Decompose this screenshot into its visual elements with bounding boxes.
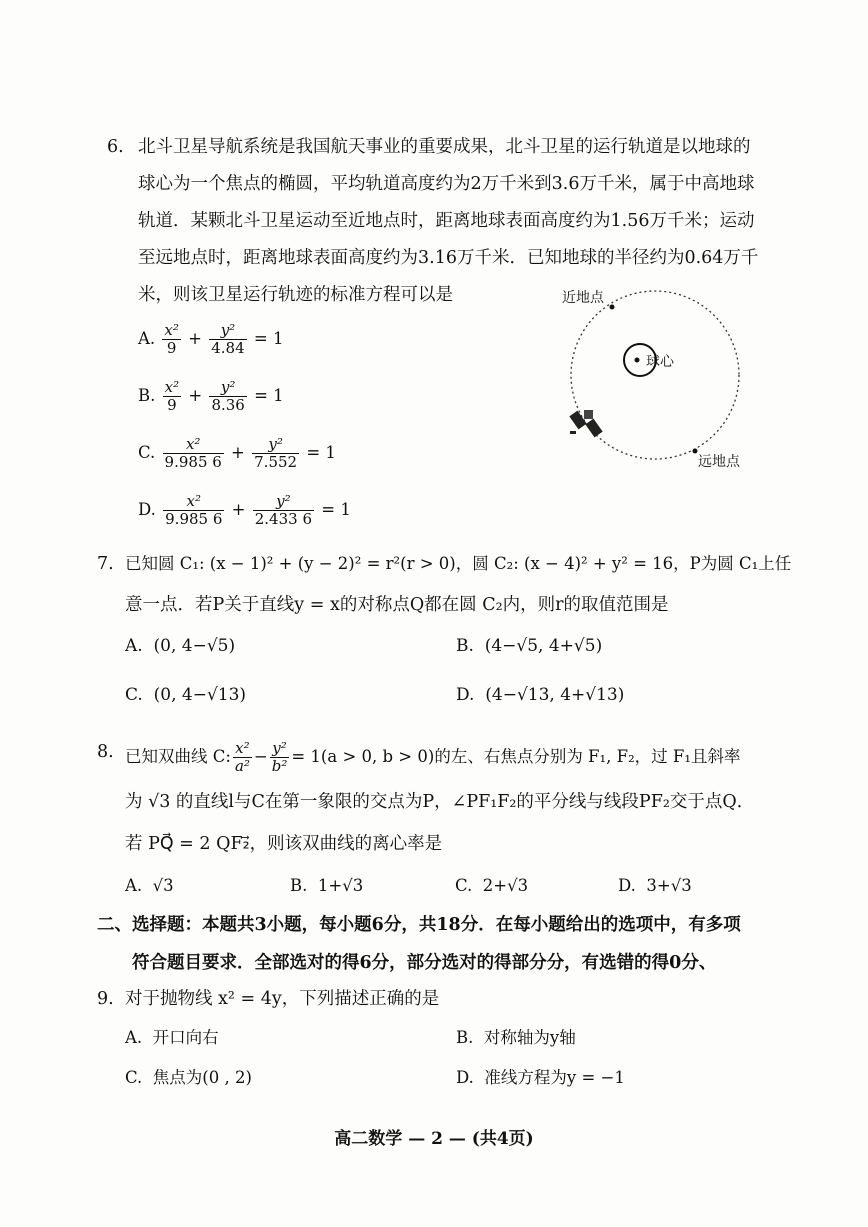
orbit-figure [540, 280, 770, 480]
option-label: D. [456, 1068, 474, 1087]
option-label: D. [618, 876, 636, 895]
option-rhs: = 1 [321, 500, 351, 519]
q7-line-2: 意一点．若P关于直线y = x的对称点Q都在圆 C₂内，则r的取值范围是 [125, 595, 669, 615]
q9-number: 9. [97, 989, 114, 1009]
option-label: B. [456, 1028, 474, 1047]
option-text: √3 [152, 876, 174, 895]
option-label: C. [455, 876, 473, 895]
q7-option-a[interactable] [125, 634, 235, 658]
q8-line-1-post: = 1(a > 0, b > 0)的左、右焦点分别为 F₁, F₂，过 F₁且斜率 [291, 747, 741, 766]
option-label: B. [456, 636, 474, 656]
q6-line-3: 轨道．某颗北斗卫星运动至近地点时，距离地球表面高度约为1.56万千米；运动 [138, 211, 755, 231]
q7-option-c[interactable] [125, 683, 246, 707]
y2-b2-fraction: $\frac{\text{y²}}{\text{b²}}$ [271, 739, 288, 775]
q8-number: 8. [97, 742, 114, 762]
q6-number: 6. [107, 137, 124, 157]
y2-fraction: $\frac{\text{y²}}{7.552}$ [254, 435, 298, 471]
option-label: C. [125, 1068, 143, 1087]
x2-denominator: 9.985 6 [164, 453, 222, 471]
x2-fraction: $\frac{\text{x²}}{9.985 6}$ [165, 492, 223, 528]
q7-option-b[interactable] [456, 634, 602, 658]
option-text: 2+√3 [482, 876, 529, 895]
q8-line-3: 若 PQ⃗ = 2 QF₂⃗，则该双曲线的离心率是 [125, 834, 443, 854]
option-text: (4−√5, 4+√5) [484, 636, 603, 656]
option-text: 1+√3 [317, 876, 364, 895]
option-label: A. [138, 329, 156, 348]
q6-line-2: 球心为一个焦点的椭圆，平均轨道高度约为2万千米到3.6万千米，属于中高地球 [138, 174, 755, 194]
x2-fraction: $\frac{\text{x²}}{9.985 6}$ [164, 435, 222, 471]
option-label: A. [125, 1028, 143, 1047]
q8-line-1: 已知双曲线 C: $\frac{\text{x²}}{\text{a²}}$ − $\frac{\text{y²}}{\text{b²}}$ = 1(a > 0, b > 0)的左、右焦点分别为 F₁, F₂，过 F₁且斜率 [125, 739, 741, 775]
q8-option-a[interactable] [125, 874, 174, 898]
x2-denominator: 9 [166, 339, 177, 357]
perigee-label: 近地点 [562, 289, 604, 305]
y2-denominator: 4.84 [211, 339, 245, 357]
q7-number: 7. [97, 554, 114, 574]
option-text: (4−√13, 4+√13) [485, 685, 625, 705]
option-rhs: = 1 [253, 329, 284, 348]
q8-option-c[interactable] [455, 874, 528, 898]
option-rhs: = 1 [254, 386, 284, 405]
option-text: 开口向右 [152, 1028, 219, 1047]
option-label: D. [138, 500, 156, 519]
option-text: (0, 4−√5) [153, 636, 236, 656]
q6-option-b[interactable]: B. $\frac{\text{x²}}{9}$ + $\frac{\text{y²}}{8.36}$ = 1 [138, 378, 284, 414]
q7-option-d[interactable] [456, 683, 624, 707]
x2-fraction: $\frac{\text{x²}}{9}$ [164, 321, 179, 357]
y2-fraction: $\frac{\text{y²}}{8.36}$ [211, 378, 245, 414]
option-label: C. [125, 685, 143, 705]
q8-line-2: 为 √3 的直线l与C在第一象限的交点为P，∠PF₁F₂的平分线与线段PF₂交于点Q． [125, 792, 755, 812]
option-rhs: = 1 [306, 443, 336, 462]
x2-a2-fraction: $\frac{\text{x²}}{\text{a²}}$ [234, 739, 250, 775]
x2-fraction: $\frac{\text{x²}}{9}$ [164, 378, 180, 414]
q9-option-d[interactable] [456, 1066, 625, 1090]
apogee-dot [693, 449, 698, 454]
section-2-heading: 二、选择题：本题共3小题，每小题6分，共18分．在每小题给出的选项中，有多项 [97, 915, 741, 935]
q6-line-1: 北斗卫星导航系统是我国航天事业的重要成果，北斗卫星的运行轨道是以地球的 [138, 137, 751, 157]
satellite-icon [569, 410, 602, 437]
q6-line-4: 至远地点时，距离地球表面高度约为3.16万千米．已知地球的半径约为0.64万千 [138, 248, 759, 268]
x2-denominator: 9.985 6 [165, 510, 223, 528]
q8-option-d[interactable] [618, 874, 692, 898]
center-label: 球心 [646, 353, 674, 369]
option-label: A. [125, 636, 143, 656]
option-label: A. [125, 876, 143, 895]
option-text: 3+√3 [646, 876, 692, 895]
y2-denominator: 8.36 [211, 396, 245, 414]
option-text: 对称轴为y轴 [483, 1028, 576, 1047]
section-2-instructions: 符合题目要求．全部选对的得6分，部分选对的得部分分，有选错的得0分、 [132, 953, 717, 973]
q6-option-d[interactable]: D. $\frac{\text{x²}}{9.985 6}$ + $\frac{\text{y²}}{2.433 6}$ = 1 [138, 492, 351, 528]
q7-line-1: 已知圆 C₁: (x − 1)² + (y − 2)² = r²(r > 0)，圆 C₂: (x − 4)² + y² = 16，P为圆 C₁上任 [125, 554, 792, 573]
option-label: B. [138, 386, 156, 405]
option-label: B. [290, 876, 308, 895]
y2-denominator: 2.433 6 [254, 510, 312, 528]
option-text: (0, 4−√13) [153, 685, 247, 705]
option-text: 焦点为(0 , 2) [152, 1068, 252, 1087]
perigee-dot [610, 305, 615, 310]
option-label: C. [138, 443, 156, 462]
q8-option-b[interactable] [290, 874, 363, 898]
x2-denominator: 9 [167, 396, 177, 414]
apogee-label: 远地点 [698, 453, 740, 469]
y2-fraction: $\frac{\text{y²}}{2.433 6}$ [254, 492, 312, 528]
q6-line-5: 米，则该卫星运行轨迹的标准方程可以是 [138, 285, 453, 305]
q9-stem: 对于抛物线 x² = 4y，下列描述正确的是 [125, 989, 440, 1009]
q9-option-a[interactable] [125, 1026, 219, 1050]
q6-option-c[interactable]: C. $\frac{\text{x²}}{9.985 6}$ + $\frac{\text{y²}}{7.552}$ = 1 [138, 435, 336, 471]
page-footer: 高二数学 — 2 — (共4页) [334, 1129, 534, 1149]
q8-line-1-pre: 已知双曲线 C: [125, 747, 231, 766]
q6-option-a[interactable]: A. $\frac{\text{x²}}{9}$ + $\frac{\text{y²}}{4.84}$ = 1 [138, 321, 284, 357]
y2-fraction: $\frac{\text{y²}}{4.84}$ [211, 321, 245, 357]
option-text: 准线方程为y = −1 [484, 1068, 625, 1087]
y2-denominator: 7.552 [254, 453, 298, 471]
q9-option-b[interactable] [456, 1026, 576, 1050]
option-label: D. [456, 685, 475, 705]
q9-option-c[interactable] [125, 1066, 252, 1090]
focus-dot [635, 358, 640, 363]
